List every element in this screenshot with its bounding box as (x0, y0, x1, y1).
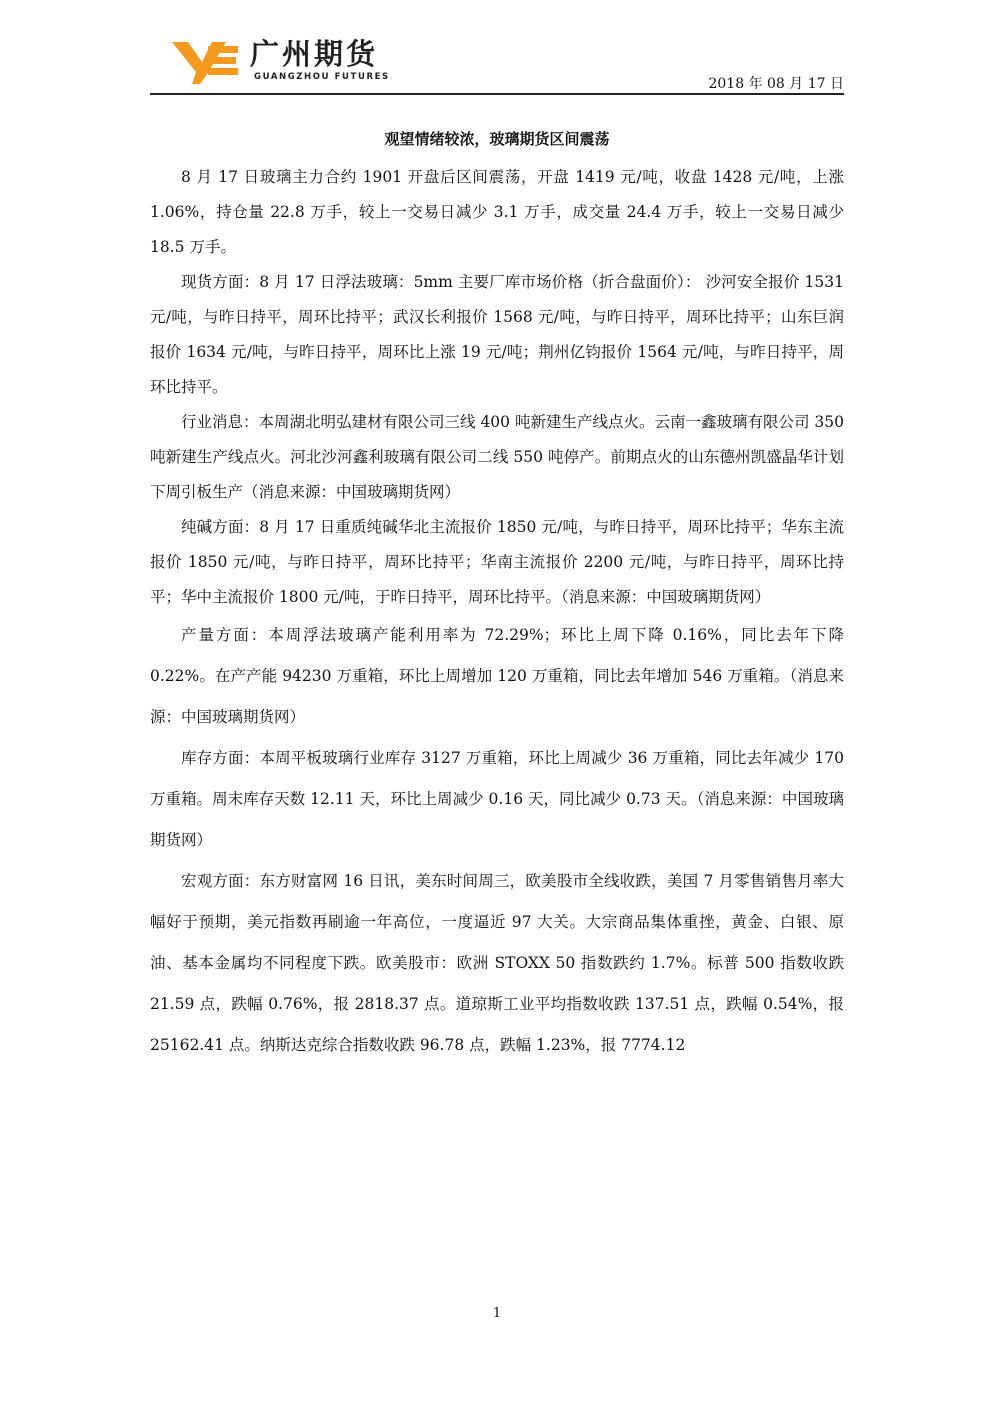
paragraph-production: 产量方面：本周浮法玻璃产能利用率为 72.29%；环比上周下降 0.16%，同比去年下降 0.22%。在产产能 94230 万重箱，环比上周增加 120 万重箱，同比去年增加 546 万重箱。（消息来源：中国玻璃期货网） (150, 626, 844, 726)
page-header (150, 30, 844, 92)
paragraph-spot-market: 现货方面：8 月 17 日浮法玻璃：5mm 主要厂库市场价格（折合盘面价）： 沙河安全报价 1531 元/吨，与昨日持平，周环比持平；武汉长利报价 1568 元/吨，与昨日持平，周环比持平；山东巨润报价 1634 元/吨，与昨日持平，周环比上涨 19 元/吨；荆州亿钧报价 1564 元/吨，与昨日持平，周环比持平。 (150, 273, 844, 396)
paragraph-futures-summary: 8 月 17 日玻璃主力合约 1901 开盘后区间震荡，开盘 1419 元/吨，收盘 1428 元/吨，上涨 1.06%，持仓量 22.8 万手，较上一交易日减少 3.1 万手，成交量 24.4 万手，较上一交易日减少 18.5 万手。 (150, 168, 844, 256)
logo-mark-icon (172, 36, 242, 84)
logo-english-name: GUANGZHOU FUTURES (254, 72, 390, 82)
article-body (150, 160, 844, 1066)
company-logo (172, 36, 422, 86)
header-divider (150, 93, 844, 95)
paragraph-soda-ash: 纯碱方面：8 月 17 日重质纯碱华北主流报价 1850 元/吨，与昨日持平，周环比持平；华东主流报价 1850 元/吨，与昨日持平，周环比持平；华南主流报价 2200 元/吨，与昨日持平，周环比持平；华中主流报价 1800 元/吨，于昨日持平，周环比持平。（消息来源：中国玻璃期货网） (150, 518, 844, 606)
logo-chinese-name: 广州期货 (250, 37, 379, 71)
paragraph-industry-news: 行业消息：本周湖北明弘建材有限公司三线 400 吨新建生产线点火。云南一鑫玻璃有限公司 350 吨新建生产线点火。河北沙河鑫利玻璃有限公司二线 550 吨停产。前期点火的山东德州凯盛晶华计划下周引板生产（消息来源：中国玻璃期货网） (150, 413, 844, 501)
page-title: 观望情绪较浓，玻璃期货区间震荡 (384, 130, 610, 148)
report-date: 2018 年 08 月 17 日 (708, 76, 844, 92)
paragraph-macro: 宏观方面：东方财富网 16 日讯，美东时间周三，欧美股市全线收跌，美国 7 月零售销售月率大幅好于预期，美元指数再刷逾一年高位，一度逼近 97 大关。大宗商品集体重挫，黄金、白银、原油、基本金属均不同程度下跌。欧美股市：欧洲 STOXX 50 指数跌约 1.7%。标普 500 指数收跌 21.59 点，跌幅 0.76%，报 2818.37 点。道琼斯工业平均指数收跌 137.51 点，跌幅 0.54%，报 25162.41 点。纳斯达克综合指数收跌 96.78 点，跌幅 1.23%，报 7774.12 (150, 872, 844, 1054)
paragraph-inventory: 库存方面：本周平板玻璃行业库存 3127 万重箱，环比上周减少 36 万重箱，同比去年减少 170 万重箱。周末库存天数 12.11 天，环比上周减少 0.16 天，同比减少 0.73 天。（消息来源：中国玻璃期货网） (150, 749, 844, 849)
page-number: 1 (492, 1306, 502, 1321)
